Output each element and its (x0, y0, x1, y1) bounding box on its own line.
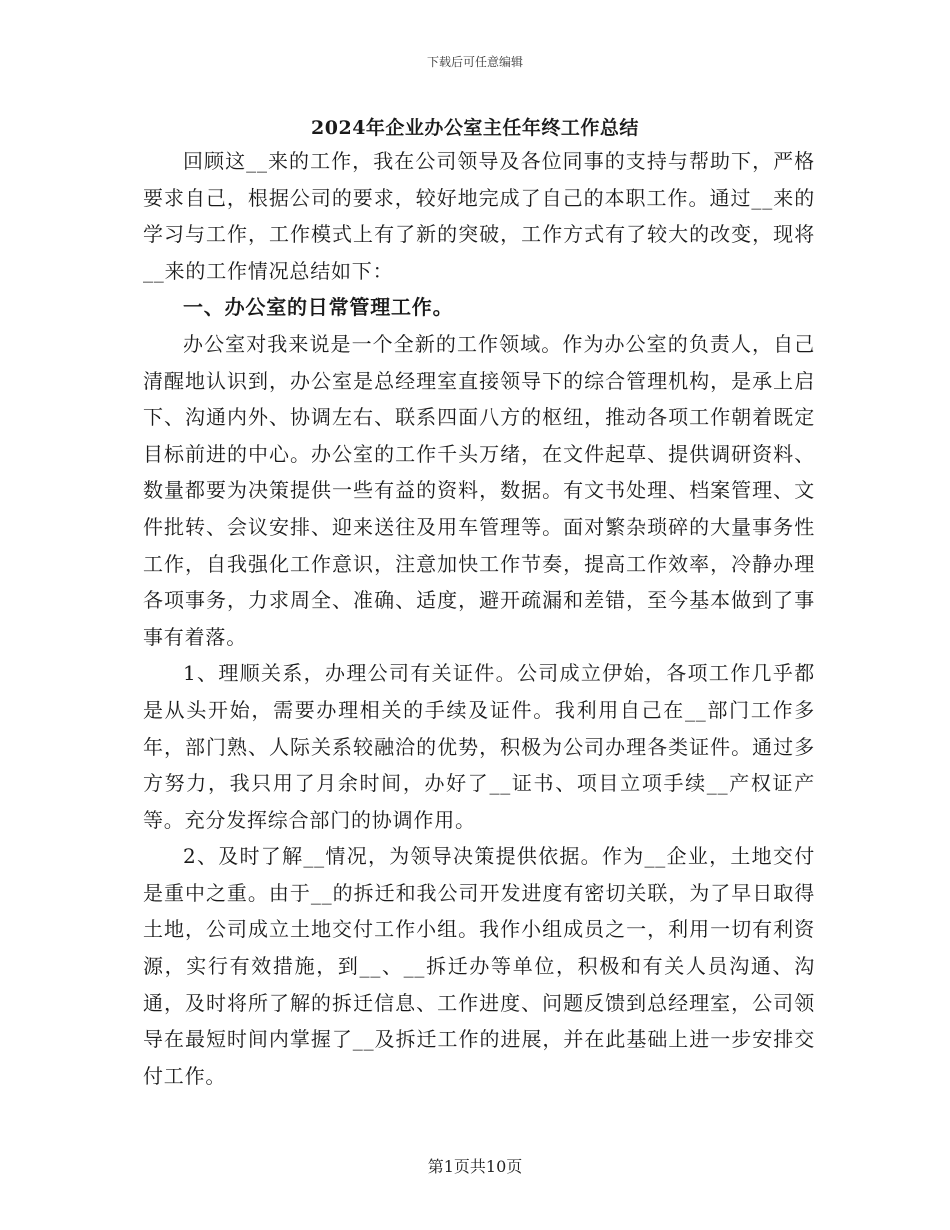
paragraph-intro: 回顾这__来的工作，我在公司领导及各位同事的支持与帮助下，严格要求自己，根据公司的要求，较好地完成了自己的本职工作。通过__来的学习与工作，工作模式上有了新的突破，工作方式有了较大的改变，现将__来的工作情况总结如下： (143, 149, 815, 283)
paragraph-item-1: 1、理顺关系，办理公司有关证件。公司成立伊始，各项工作几乎都是从头开始，需要办理相关的手续及证件。我利用自己在__部门工作多年，部门熟、人际关系较融洽的优势，积极为公司办理各类证件。通过多方努力，我只用了月余时间，办好了__证书、项目立项手续__产权证产等。充分发挥综合部门的协调作用。 (143, 661, 815, 832)
paragraph-item-2: 2、及时了解__情况，为领导决策提供依据。作为__企业，土地交付是重中之重。由于__的拆迁和我公司开发进度有密切关联，为了早日取得土地，公司成立土地交付工作小组。我作小组成员之一，利用一切有利资源，实行有效措施，到__、__拆迁办等单位，积极和有关人员沟通、沟通，及时将所了解的拆迁信息、工作进度、问题反馈到总经理室，公司领导在最短时间内掌握了__及拆迁工作的进展，并在此基础上进一步安排交付工作。 (143, 844, 815, 1088)
page-number: 第1页共10页 (427, 1157, 523, 1176)
document-title: 2024年企业办公室主任年终工作总结 (311, 117, 639, 139)
document-body (143, 143, 815, 1094)
paragraph-office-overview: 办公室对我来说是一个全新的工作领域。作为办公室的负责人，自己清醒地认识到，办公室是总经理室直接领导下的综合管理机构，是承上启下、沟通内外、协调左右、联系四面八方的枢纽，推动各项工作朝着既定目标前进的中心。办公室的工作千头万绪，在文件起草、提供调研资料、数量都要为决策提供一些有益的资料，数据。有文书处理、档案管理、文件批转、会议安排、迎来送往及用车管理等。面对繁杂琐碎的大量事务性工作，自我强化工作意识，注意加快工作节奏，提高工作效率，冷静办理各项事务，力求周全、准确、适度，避开疏漏和差错，至今基本做到了事事有着落。 (143, 331, 815, 649)
section-heading: 一、办公室的日常管理工作。 (183, 295, 454, 320)
header-note: 下载后可任意编辑 (426, 55, 523, 69)
